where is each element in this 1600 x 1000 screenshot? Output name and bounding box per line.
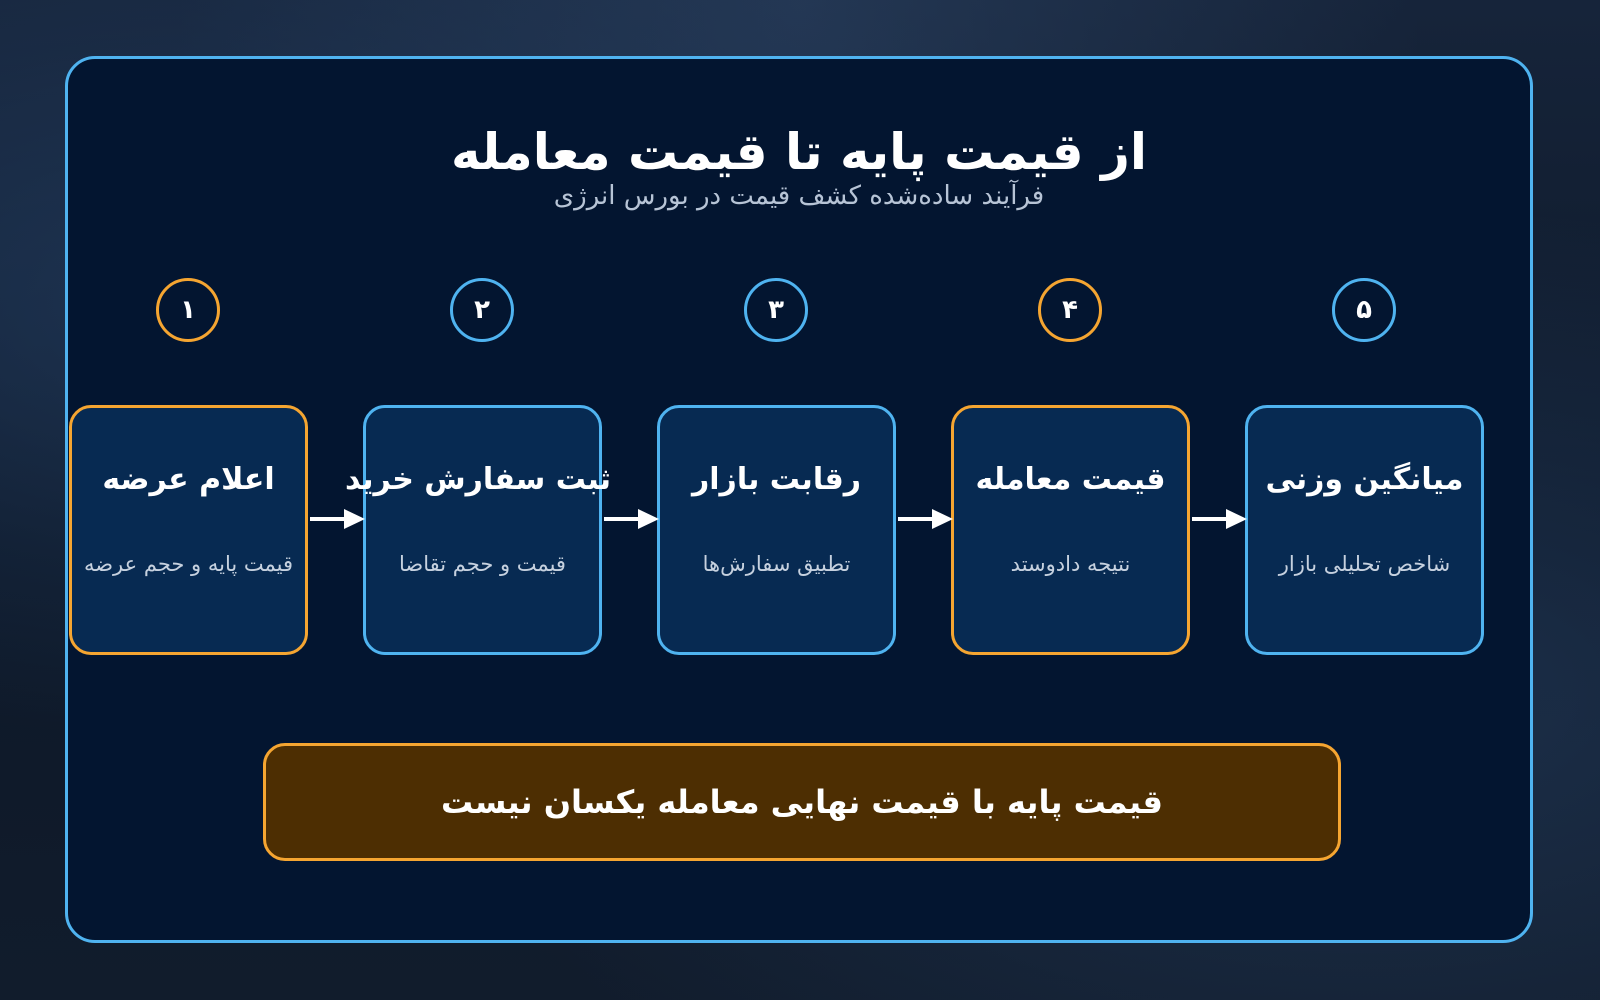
- step-1-title: اعلام عرضه: [102, 462, 275, 497]
- step-3-title: رقابت بازار: [692, 462, 861, 497]
- arrow-right-icon: [1192, 507, 1248, 531]
- page-subtitle: فرآیند ساده‌شده کشف قیمت در بورس انرژی: [553, 181, 1045, 211]
- step-4-description: نتیجه دادوستد: [1010, 552, 1131, 576]
- step-1-box: [69, 405, 308, 655]
- arrow-right-icon: [898, 507, 954, 531]
- step-5-number-badge: ۵: [1332, 278, 1396, 342]
- step-3-number-badge: ۳: [744, 278, 808, 342]
- page-title: از قیمت پایه تا قیمت معامله: [451, 123, 1147, 181]
- step-1-number-badge: ۱: [156, 278, 220, 342]
- step-2-title: ثبت سفارش خرید: [344, 462, 611, 497]
- step-5-box: [1245, 405, 1484, 655]
- step-4-box: [951, 405, 1190, 655]
- step-4-number-badge: ۴: [1038, 278, 1102, 342]
- step-3-description: تطبیق سفارش‌ها: [702, 552, 851, 576]
- step-2-description: قیمت و حجم تقاضا: [399, 552, 566, 576]
- arrow-right-icon: [604, 507, 660, 531]
- step-2-number-badge: ۲: [450, 278, 514, 342]
- step-4-title: قیمت معامله: [975, 462, 1166, 497]
- step-3-box: [657, 405, 896, 655]
- diagram-panel: [65, 56, 1533, 943]
- step-5-description: شاخص تحلیلی بازار: [1278, 552, 1451, 576]
- step-2-box: [344, 405, 611, 655]
- arrow-right-icon: [310, 507, 366, 531]
- step-1-description: قیمت پایه و حجم عرضه: [83, 552, 294, 576]
- step-5-title: میانگین وزنی: [1265, 462, 1464, 497]
- key-note-banner: قیمت پایه با قیمت نهایی معامله یکسان نیست: [263, 743, 1341, 861]
